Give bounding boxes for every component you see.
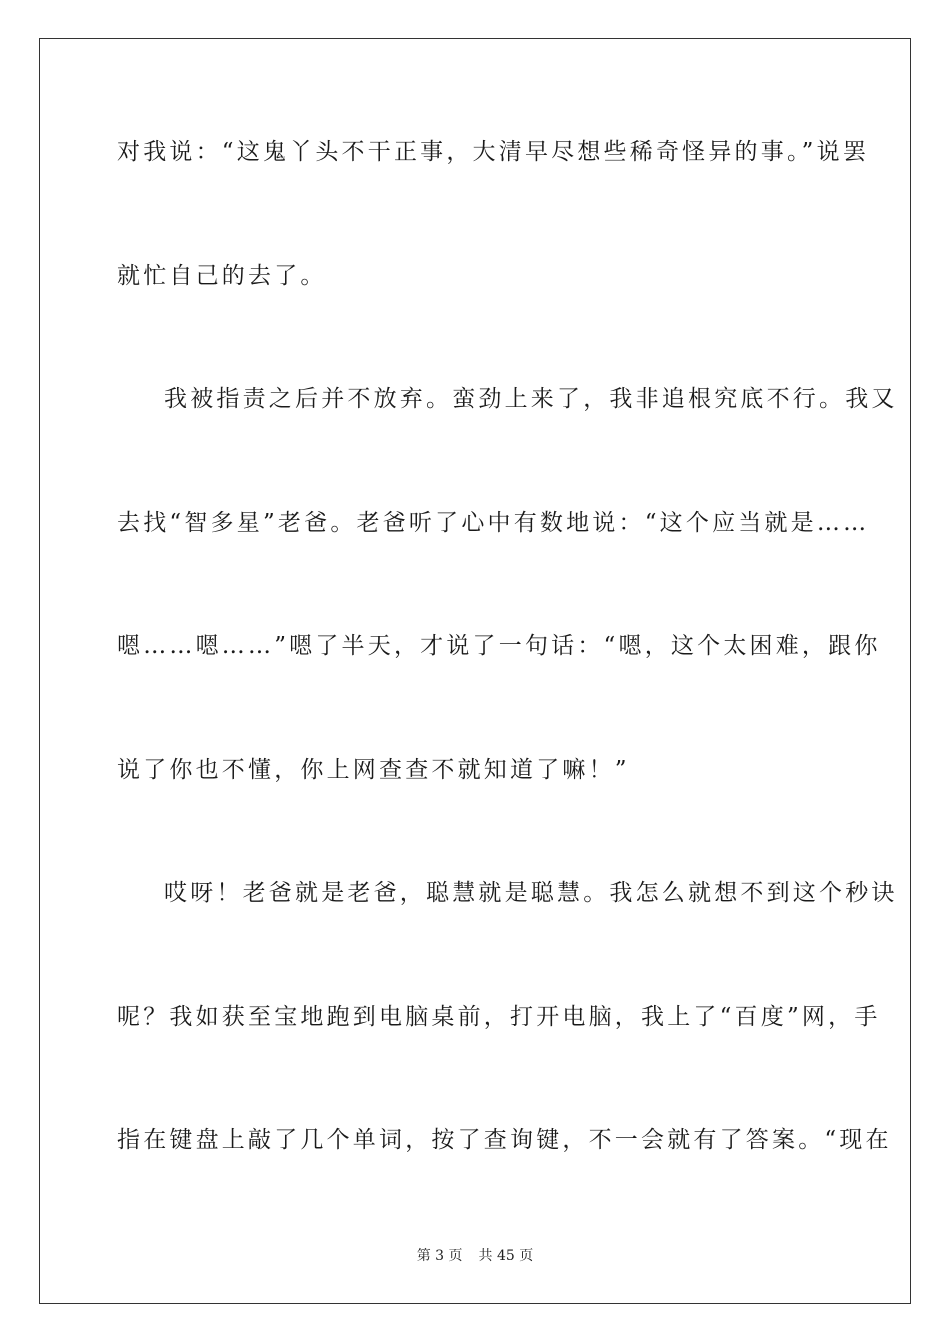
- paragraph-start-line: 我被指责之后并不放弃。蛮劲上来了，我非追根究底不行。我又: [164, 386, 898, 412]
- paragraph-start-line: 哎呀！老爸就是老爸，聪慧就是聪慧。我怎么就想不到这个秒诀: [164, 880, 898, 906]
- text-line: 指在键盘上敲了几个单词，按了查询键，不一会就有了答案。“现在: [117, 1127, 892, 1153]
- text-line: 嗯……嗯……”嗯了半天，才说了一句话：“嗯，这个太困难，跟你: [117, 633, 881, 659]
- total-pages: 共 45 页: [478, 1248, 534, 1264]
- text-line: 就忙自己的去了。: [117, 263, 327, 289]
- text-line: 呢？我如获至宝地跑到电脑桌前，打开电脑，我上了“百度”网，手: [117, 1004, 881, 1030]
- page-footer: [0, 1247, 950, 1265]
- page-border: [39, 38, 911, 1304]
- text-line: 对我说：“这鬼丫头不干正事，大清早尽想些稀奇怪异的事。”说罢: [117, 139, 870, 165]
- text-line: 去找“智多星”老爸。老爸听了心中有数地说：“这个应当就是……: [117, 510, 870, 536]
- page-number: 第 3 页: [416, 1248, 463, 1264]
- text-line: 说了你也不懂，你上网查查不就知道了嘛！”: [117, 757, 630, 783]
